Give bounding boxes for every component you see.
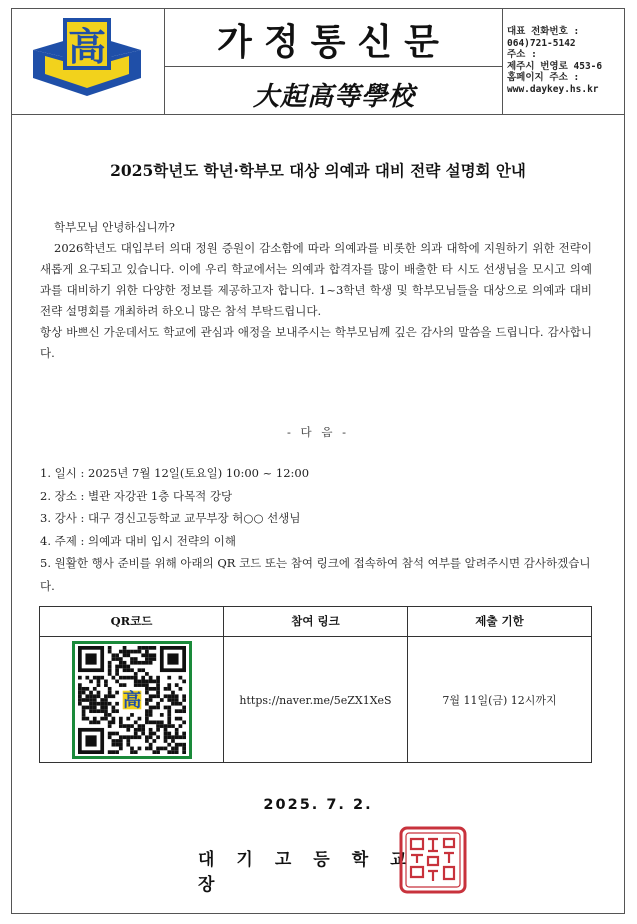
list-item: 4. 주제 : 의예과 대비 입시 전략의 이해 xyxy=(40,533,236,548)
greeting: 학부모님 안녕하십니까? xyxy=(54,220,175,234)
title-cell xyxy=(165,8,503,114)
list-item: 5. 원활한 행사 준비를 위해 아래의 QR 코드 또는 참여 링크에 접속하여 참석 여부를 알려주시면 감사하겠습니다. xyxy=(40,556,591,593)
list-item: 1. 일시 : 2025년 7월 12일(토요일) 10:00 ~ 12:00 xyxy=(40,466,310,480)
homepage-url: www.daykey.hs.kr xyxy=(507,83,599,95)
list-item: 3. 강사 : 대구 경신고등학교 교무부장 허○○ 선생님 xyxy=(40,511,301,525)
school-name-hanja: 大起高等學校 xyxy=(252,82,415,112)
list-item: 2. 장소 : 별관 자강관 1층 다목적 강당 xyxy=(40,488,233,503)
logo-char: 高 xyxy=(67,24,107,69)
link-cell xyxy=(224,637,407,763)
qr-header: QR코드 xyxy=(40,607,223,637)
newsletter-header xyxy=(11,8,625,115)
qr-code-icon xyxy=(78,646,186,754)
deadline-header: 제출 기한 xyxy=(408,607,591,637)
homepage-label: 홈페이지 주소 : xyxy=(507,72,580,83)
page-frame xyxy=(11,8,625,914)
item-list xyxy=(40,462,592,597)
qr-code[interactable] xyxy=(72,641,192,759)
letter-body xyxy=(40,217,592,364)
document-title: 2025학년도 학년·학부모 대상 의예과 대비 전략 설명회 안내 xyxy=(110,161,526,180)
paragraph-2: 항상 바쁘신 가운데서도 학교에 관심과 애정을 보내주시는 학부모님께 깊은 감사의 말씀을 드립니다. 감사합니다. xyxy=(40,325,592,360)
issue-date: 2025. 7. 2. xyxy=(263,797,373,813)
paragraph-1: 2026학년도 대입부터 의대 정원 증원이 감소함에 따라 의예과를 비롯한 의과 대학에 지원하기 위한 전략이 새롭게 요구되고 있습니다. 이에 우리 학교에서는 의예과 합격자를 많이 배출한 타 시도 선생님을 모시고 의예과를 대비하기 위한 다양한 정보를 제공하고자 합니다. 1~3학년 학생 및 학부모님들을 대상으로 의예과 대비 전략 설명회를 개최하려 하오니 많은 참석 부탁드립니다. xyxy=(40,241,592,318)
deadline-column xyxy=(408,607,591,762)
phone-number: 064)721-5142 xyxy=(507,37,576,49)
address-label: 주소 : xyxy=(507,49,537,60)
link-header: 참여 링크 xyxy=(224,607,407,637)
address: 제주시 번영로 453-6 xyxy=(507,60,603,72)
phone-label: 대표 전화번호 : xyxy=(507,26,580,37)
divider-label: - 다 음 - xyxy=(287,425,349,439)
deadline-value: 7월 11일(금) 12시까지 xyxy=(442,694,557,707)
deadline-cell xyxy=(408,637,591,763)
qr-center-char: 高 xyxy=(122,690,141,712)
newsletter-title: 가정통신문 xyxy=(217,22,451,63)
participation-link[interactable]: https://naver.me/5eZX1XeS xyxy=(239,693,392,707)
official-seal-icon xyxy=(398,825,468,895)
info-table xyxy=(39,606,592,763)
principal-signature: 대기고등학교장 xyxy=(198,850,429,895)
title-divider xyxy=(165,66,503,67)
qr-cell xyxy=(40,637,223,763)
school-emblem-icon xyxy=(27,16,147,108)
qr-column xyxy=(40,607,224,762)
contact-info xyxy=(503,8,625,114)
school-logo-cell xyxy=(11,8,165,114)
link-column xyxy=(224,607,408,762)
